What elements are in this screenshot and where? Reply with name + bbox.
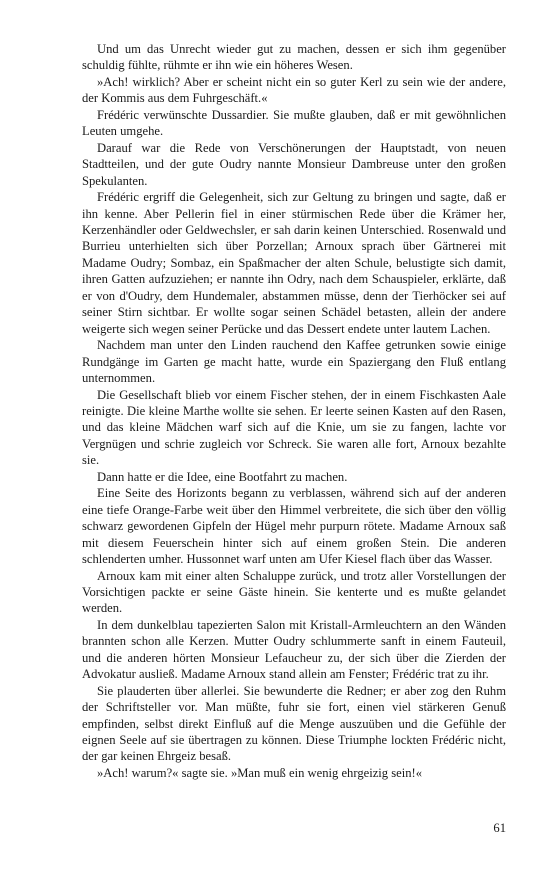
body-text (82, 41, 506, 781)
paragraph: Die Gesellschaft blieb vor einem Fischer stehen, der in einem Fischkasten Aale reinigte. Die kleine Marthe wollte sie sehen. Er leerte seinen Kasten auf den Rasen, und das kleine Mädchen warf sich auf die Knie, um sie zu fangen, lachte vor Vergnügen und schrie zugleich vor Schreck. Sie waren alle fort, Arnoux bezahlte sie. (82, 387, 506, 468)
paragraph: »Ach! warum?« sagte sie. »Man muß ein wenig ehrgeizig sein!« (97, 765, 423, 780)
paragraph: Und um das Unrecht wieder gut zu machen, dessen er sich ihm gegenüber schuldig fühlte, rühmte er ihn wie ein höheres Wesen. (82, 42, 506, 73)
paragraph: Eine Seite des Horizonts begann zu verblassen, während sich auf der anderen eine tiefe Orange-Farbe weit über den Himmel verbreitete, die sich über den völlig schwarz gewordenen Gipfeln der Hügel mehr purpurn rötete. Madame Arnoux saß mit diesem Feuerschein hinter sich auf einem großen Stein. Die anderen schlenderten umher. Hussonnet warf unten am Ufer Kiesel flach über das Wasser. (82, 486, 506, 567)
paragraph: Nachdem man unter den Linden rauchend den Kaffee getrunken sowie einige Rundgänge im Garten ge macht hatte, wurde ein Spaziergang den Fluß entlang unternommen. (82, 338, 506, 386)
paragraph: Sie plauderten über allerlei. Sie bewunderte die Redner; er aber zog den Ruhm der Schriftsteller vor. Man müßte, fuhr sie fort, einen viel stärkeren Genuß empfinden, selbst direkt Einfluß auf die Menge auszuüben und die Gefühle der eignen Seele auf sie übertragen zu können. Diese Triumphe lockten Frédéric nicht, der gar keinen Ehrgeiz besaß. (82, 683, 506, 764)
paragraph: »Ach! wirklich? Aber er scheint nicht ein so guter Kerl zu sein wie der andere, der Kommis aus dem Fuhrgeschäft.« (82, 74, 506, 106)
paragraph: Dann hatte er die Idee, eine Bootfahrt zu machen. (97, 469, 348, 484)
paragraph: Frédéric ergriff die Gelegenheit, sich zur Geltung zu bringen und sagte, daß er ihn kenne. Aber Pellerin fiel in einer stürmischen Rede über die Krämer her, Kerzenhändler oder Geldwechsler, er sah darin keinen Unterschied. Rosenwald und Burrieu unterhielten sich über Porzellan; Arnoux sprach über Gärtnerei mit Madame Oudry; Sombaz, ein Spaßmacher der alten Schule, belustigte sich damit, ihren Gatten aufzuziehen; er nannte ihn Odry, nach dem Schauspieler, erklärte, daß er von d'Oudry, dem Hundemaler, abstammen müsse, denn der Tierhöcker sei auf seiner Stirn sichtbar. Er wollte sogar seinen Schädel betasten, allein der andere weigerte sich wegen seiner Perücke und das Dessert endete unter lautem Lachen. (82, 190, 506, 336)
paragraph: Arnoux kam mit einer alten Schaluppe zurück, und trotz aller Vorstellungen der Vorsichtigen packte er seine Gäste hinein. Sie kenterte und es mußte gelandet werden. (82, 568, 506, 616)
page-number: 61 (493, 821, 506, 835)
paragraph: Frédéric verwünschte Dussardier. Sie mußte glauben, daß er mit gewöhnlichen Leuten umgehe. (82, 107, 506, 139)
paragraph: Darauf war die Rede von Verschönerungen der Hauptstadt, von neuen Stadtteilen, und der gute Oudry nannte Monsieur Dambreuse unter den großen Spekulanten. (82, 140, 506, 188)
paragraph: In dem dunkelblau tapezierten Salon mit Kristall-Armleuchtern an den Wänden brannten schon alle Kerzen. Mutter Oudry schlummerte sanft in einem Fauteuil, und die anderen hörten Monsieur Lefaucheur zu, der sich über die Zierden der Advokatur ausließ. Madame Arnoux stand allein am Fenster; Frédéric trat zu ihr. (82, 617, 506, 682)
